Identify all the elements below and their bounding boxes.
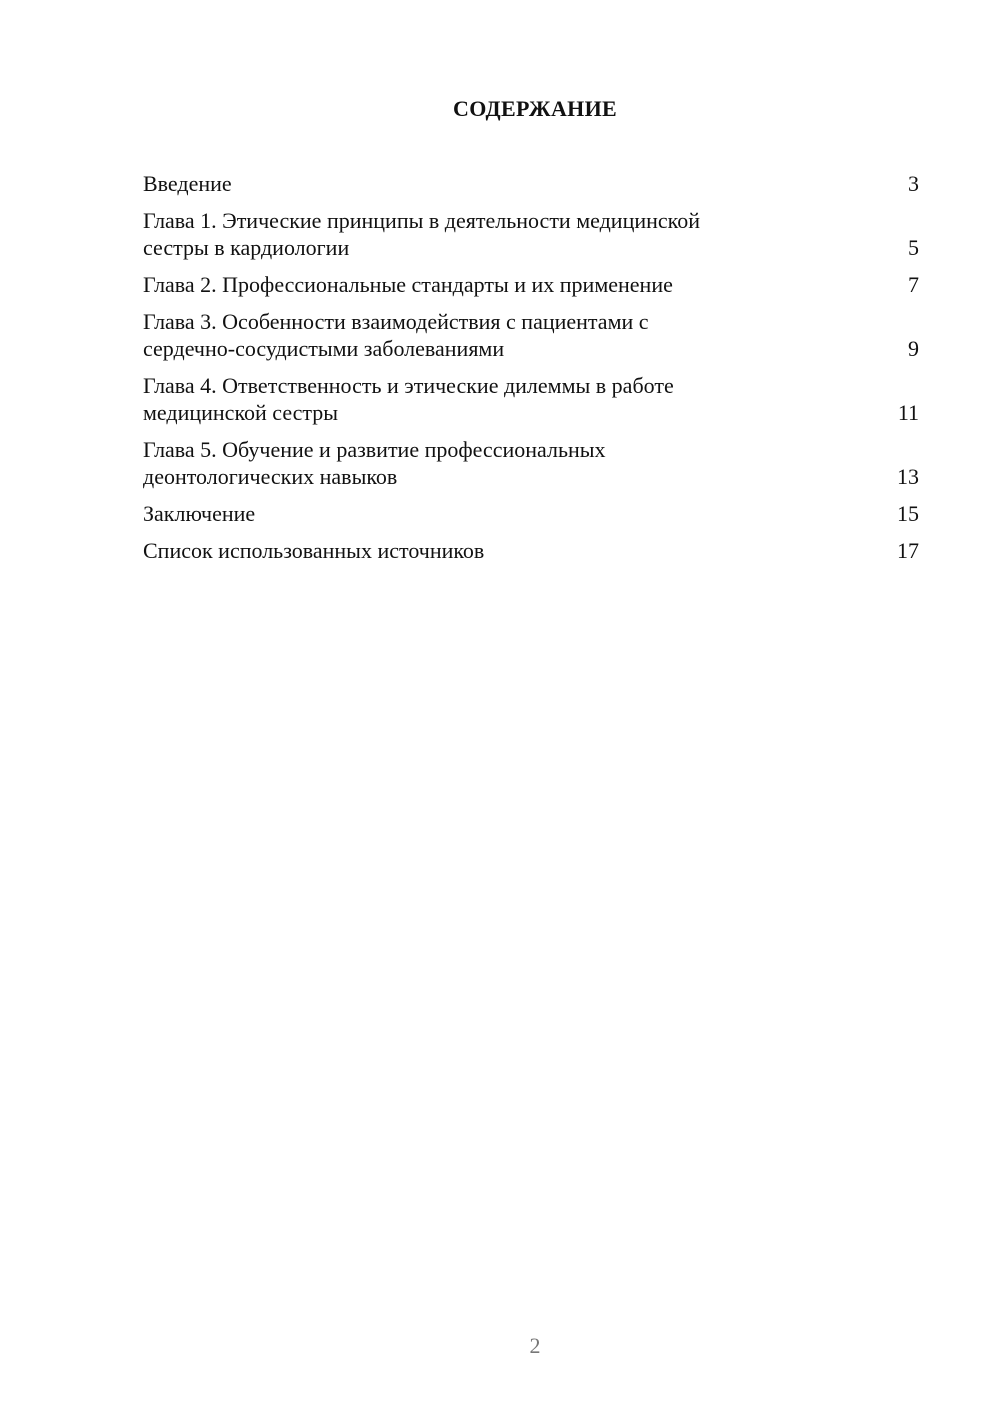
- toc-entry-line: деонтологических навыков: [143, 464, 398, 489]
- toc-entry-text: [143, 372, 803, 426]
- toc-entry-text: [143, 500, 803, 527]
- toc-entry-line: Глава 4. Ответственность и этические дилеммы в работе: [143, 373, 674, 398]
- toc-entry-line: Глава 1. Этические принципы в деятельности медицинской: [143, 208, 700, 233]
- toc-entry-line: Глава 2. Профессиональные стандарты и их применение: [143, 272, 673, 297]
- toc-item-references: [143, 537, 919, 564]
- page-title: СОДЕРЖАНИЕ: [453, 96, 617, 121]
- toc-page-number: 17: [897, 538, 919, 563]
- toc-item-chapter-3: [143, 308, 919, 362]
- toc-entry-text: [143, 308, 803, 362]
- toc-entry-line: Список использованных источников: [143, 538, 485, 563]
- toc-entry-text: [143, 537, 803, 564]
- toc-page-number: 9: [908, 336, 919, 361]
- toc-entry-line: Введение: [143, 171, 232, 196]
- page-number: 2: [529, 1333, 541, 1358]
- toc-page-number: 11: [897, 400, 919, 425]
- toc-entry-text: [143, 436, 803, 490]
- toc-item-conclusion: [143, 500, 919, 527]
- toc-item-chapter-1: [143, 207, 919, 261]
- toc-entry-line: Глава 3. Особенности взаимодействия с пациентами с: [143, 309, 649, 334]
- toc-item-chapter-2: [143, 271, 919, 298]
- table-of-contents: [143, 170, 919, 574]
- toc-page-number: 13: [897, 464, 919, 489]
- toc-item-chapter-4: [143, 372, 919, 426]
- toc-page-number: 7: [908, 272, 919, 297]
- toc-item-introduction: [143, 170, 919, 197]
- toc-entry-line: сердечно-сосудистыми заболеваниями: [143, 336, 505, 361]
- toc-page-number: 3: [908, 171, 919, 196]
- toc-item-chapter-5: [143, 436, 919, 490]
- toc-entry-line: сестры в кардиологии: [143, 235, 350, 260]
- toc-page-number: 5: [908, 235, 919, 260]
- toc-page-number: 15: [897, 501, 919, 526]
- toc-entry-line: Заключение: [143, 501, 256, 526]
- toc-entry-text: [143, 207, 803, 261]
- toc-entry-text: [143, 271, 803, 298]
- toc-entry-line: Глава 5. Обучение и развитие профессиональных: [143, 437, 606, 462]
- toc-entry-line: медицинской сестры: [143, 400, 339, 425]
- toc-entry-text: [143, 170, 803, 197]
